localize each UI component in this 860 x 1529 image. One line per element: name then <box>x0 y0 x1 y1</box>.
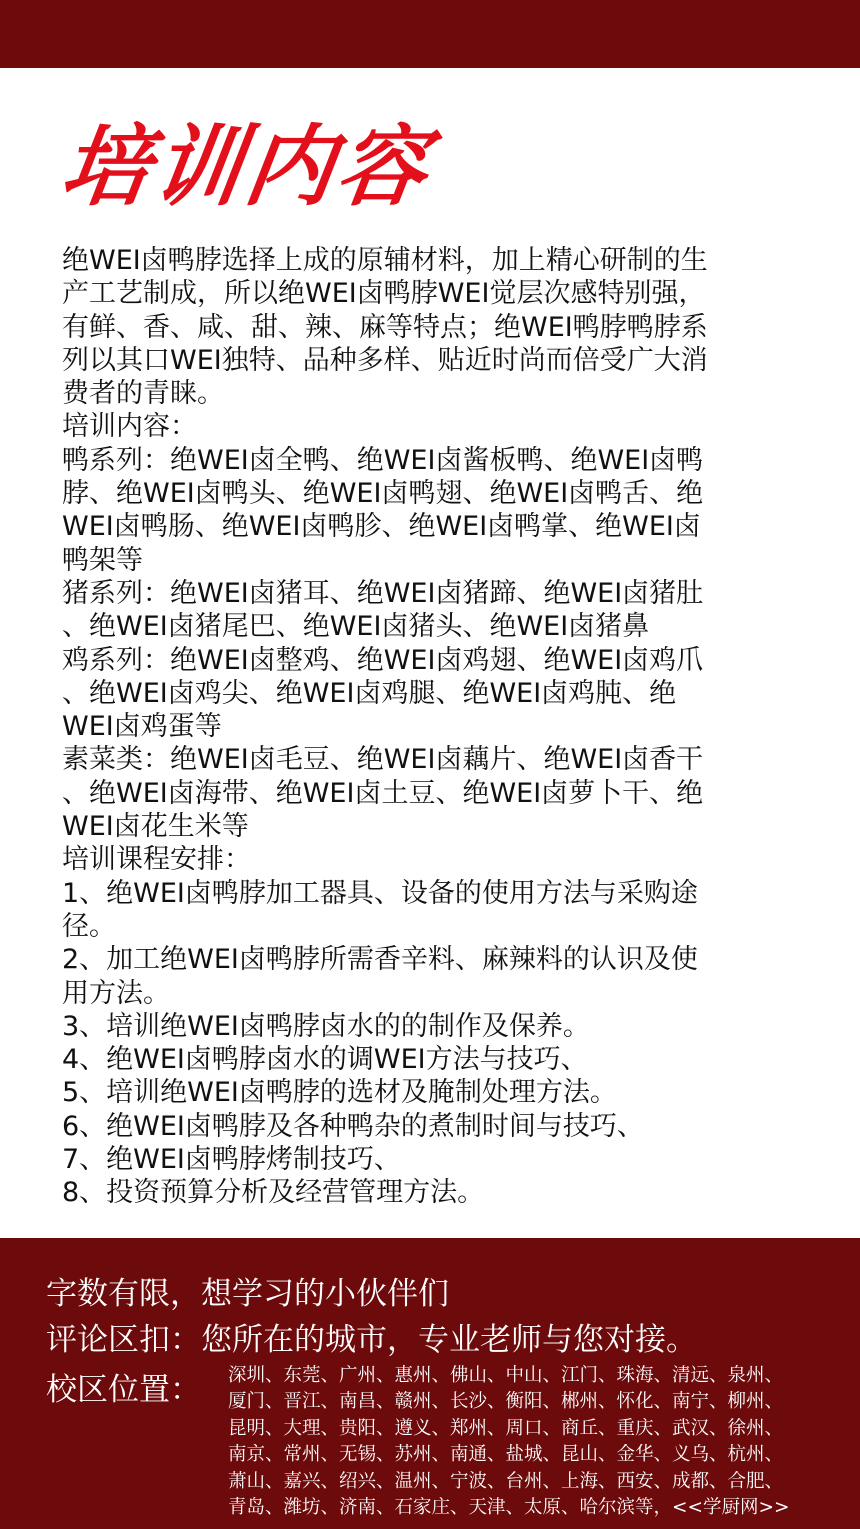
body-line: 径。 <box>62 910 116 942</box>
campus-label: 校区位置： <box>46 1372 201 1408</box>
city-line: 厦门、晋江、南昌、赣州、长沙、衡阳、郴州、怀化、南宁、柳州、 <box>228 1391 784 1413</box>
footer-banner <box>0 1238 860 1529</box>
city-list <box>228 1363 790 1521</box>
body-line: 3、培训绝WEI卤鸭脖卤水的的制作及保养。 <box>62 1010 590 1042</box>
body-line: 用方法。 <box>62 977 170 1009</box>
body-line: 5、培训绝WEI卤鸭脖的选材及腌制处理方法。 <box>62 1077 617 1109</box>
body-line: 、绝WEI卤猪尾巴、绝WEI卤猪头、绝WEI卤猪鼻 <box>62 611 650 643</box>
body-line: 7、绝WEI卤鸭脖烤制技巧、 <box>62 1144 401 1176</box>
body-line: 费者的青睐。 <box>62 378 224 410</box>
body-line: 列以其口WEI独特、品种多样、贴近时尚而倍受广大消 <box>62 344 708 376</box>
body-line: WEI卤花生米等 <box>62 811 249 843</box>
body-line: 脖、绝WEI卤鸭头、绝WEI卤鸭翅、绝WEI卤鸭舌、绝 <box>62 478 704 510</box>
footer-line-1: 字数有限，想学习的小伙伴们 <box>46 1276 449 1312</box>
top-banner <box>0 0 860 68</box>
body-line: 鸭架等 <box>62 544 143 576</box>
body-line: 1、绝WEI卤鸭脖加工器具、设备的使用方法与采购途 <box>62 877 698 909</box>
body-line: 产工艺制成，所以绝WEI卤鸭脖WEI觉层次感特别强， <box>62 278 706 310</box>
body-line: WEI卤鸭肠、绝WEI卤鸭胗、绝WEI卤鸭掌、绝WEI卤 <box>62 511 701 543</box>
body-line: 培训内容： <box>62 411 197 443</box>
body-line: 2、加工绝WEI卤鸭脖所需香辛料、麻辣料的认识及使 <box>62 944 698 976</box>
body-line: 、绝WEI卤鸡尖、绝WEI卤鸡腿、绝WEI卤鸡肫、绝 <box>62 677 677 709</box>
body-line: 有鲜、香、咸、甜、辣、麻等特点；绝WEI鸭脖鸭脖系 <box>62 311 708 343</box>
city-line: 青岛、潍坊、济南、石家庄、天津、太原、哈尔滨等，<<学厨网>> <box>228 1497 790 1519</box>
body-line: 4、绝WEI卤鸭脖卤水的调WEI方法与技巧、 <box>62 1044 588 1076</box>
city-line: 深圳、东莞、广州、惠州、佛山、中山、江门、珠海、清远、泉州、 <box>228 1365 784 1386</box>
city-line: 昆明、大理、贵阳、遵义、郑州、周口、商丘、重庆、武汉、徐州、 <box>228 1417 784 1439</box>
body-text <box>62 244 708 1210</box>
body-line: 6、绝WEI卤鸭脖及各种鸭杂的煮制时间与技巧、 <box>62 1110 644 1142</box>
body-line: WEI卤鸡蛋等 <box>62 711 222 743</box>
page-title: 培训内容 <box>54 115 438 218</box>
body-line: 8、投资预算分析及经营管理方法。 <box>62 1177 485 1209</box>
body-line: 鸡系列：绝WEI卤整鸡、绝WEI卤鸡翅、绝WEI卤鸡爪 <box>62 644 704 676</box>
footer-line-2: 评论区扣：您所在的城市，专业老师与您对接。 <box>46 1322 697 1358</box>
body-line: 培训课程安排： <box>62 844 251 876</box>
body-line: 鸭系列：绝WEI卤全鸭、绝WEI卤酱板鸭、绝WEI卤鸭 <box>62 444 704 476</box>
body-line: 素菜类：绝WEI卤毛豆、绝WEI卤藕片、绝WEI卤香干 <box>62 744 704 776</box>
city-line: 萧山、嘉兴、绍兴、温州、宁波、台州、上海、西安、成都、合肥、 <box>228 1470 784 1492</box>
body-line: 猪系列：绝WEI卤猪耳、绝WEI卤猪蹄、绝WEI卤猪肚 <box>62 577 704 609</box>
body-line: 、绝WEI卤海带、绝WEI卤土豆、绝WEI卤萝卜干、绝 <box>62 777 704 809</box>
body-line: 绝WEI卤鸭脖选择上成的原辅材料，加上精心研制的生 <box>62 245 708 276</box>
city-line: 南京、常州、无锡、苏州、南通、盐城、昆山、金华、义乌、杭州、 <box>228 1444 784 1466</box>
